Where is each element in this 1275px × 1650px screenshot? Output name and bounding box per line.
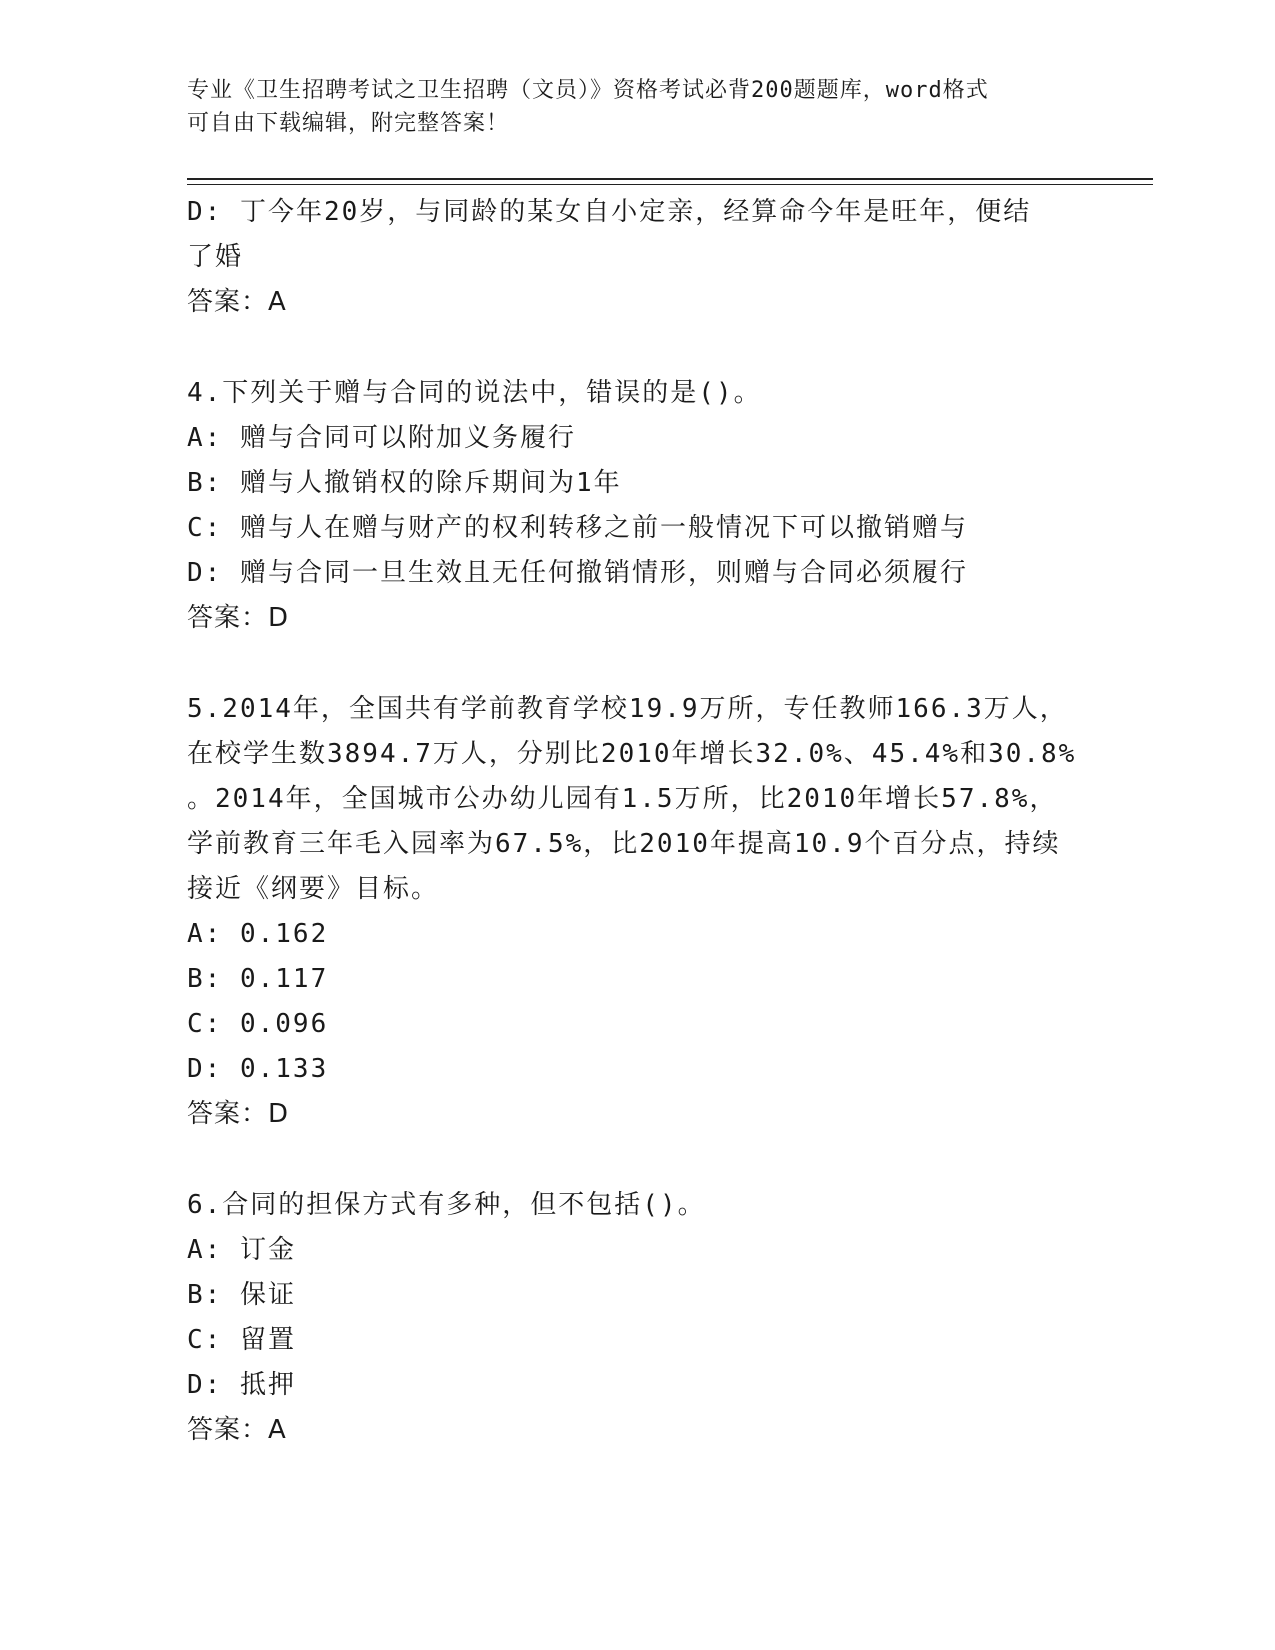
q3-option-d-line-2: 了婚 xyxy=(187,242,244,272)
q5-option-a: A: 0.162 xyxy=(187,919,329,949)
q6-question: 6.合同的担保方式有多种，但不包括()。 xyxy=(187,1190,706,1220)
spacer xyxy=(187,641,1087,687)
q3-answer: 答案：A xyxy=(187,287,287,317)
q5-option-d: D: 0.133 xyxy=(187,1054,329,1084)
q5-option-c: C: 0.096 xyxy=(187,1009,329,1039)
q4-option-a: A: 赠与合同可以附加义务履行 xyxy=(187,423,576,453)
q4-option-b: B: 赠与人撤销权的除斥期间为1年 xyxy=(187,468,622,498)
q4-option-c: C: 赠与人在赠与财产的权利转移之前一般情况下可以撤销赠与 xyxy=(187,513,968,543)
question-4 xyxy=(187,371,1087,641)
q5-answer: 答案：D xyxy=(187,1099,290,1129)
document-body xyxy=(187,190,1087,1453)
q6-option-c: C: 留置 xyxy=(187,1325,296,1355)
q6-option-d: D: 抵押 xyxy=(187,1370,296,1400)
q6-option-b: B: 保证 xyxy=(187,1280,296,1310)
header-line-2: 可自由下载编辑，附完整答案！ xyxy=(187,111,510,136)
q5-text-line-1: 5.2014年，全国共有学前教育学校19.9万所，专任教师166.3万人， xyxy=(187,694,1068,724)
header-divider-thin xyxy=(187,184,1153,185)
q6-option-a: A: 订金 xyxy=(187,1235,296,1265)
q4-option-d: D: 赠与合同一旦生效且无任何撤销情形，则赠与合同必须履行 xyxy=(187,558,968,588)
spacer xyxy=(187,325,1087,371)
header-line-1: 专业《卫生招聘考试之卫生招聘（文员）》资格考试必背200题题库，word格式 xyxy=(187,78,989,103)
q5-option-b: B: 0.117 xyxy=(187,964,329,994)
q6-answer: 答案：A xyxy=(187,1415,287,1445)
question-5 xyxy=(187,687,1087,1137)
header-divider-thick xyxy=(187,178,1153,180)
spacer xyxy=(187,1137,1087,1183)
q3-option-d-line-1: D: 丁今年20岁，与同龄的某女自小定亲，经算命今年是旺年，便结 xyxy=(187,197,1032,227)
q4-question: 4.下列关于赠与合同的说法中，错误的是()。 xyxy=(187,378,762,408)
question-6 xyxy=(187,1183,1087,1453)
document-header xyxy=(187,74,1087,140)
q5-text-line-3: 。2014年，全国城市公办幼儿园有1.5万所，比2010年增长57.8%， xyxy=(187,784,1058,814)
q4-answer: 答案：D xyxy=(187,603,290,633)
q5-text-line-5: 接近《纲要》目标。 xyxy=(187,874,440,904)
question-3-tail xyxy=(187,190,1087,325)
q5-text-line-2: 在校学生数3894.7万人，分别比2010年增长32.0%、45.4%和30.8% xyxy=(187,739,1077,769)
q5-text-line-4: 学前教育三年毛入园率为67.5%，比2010年提高10.9个百分点，持续 xyxy=(187,829,1061,859)
